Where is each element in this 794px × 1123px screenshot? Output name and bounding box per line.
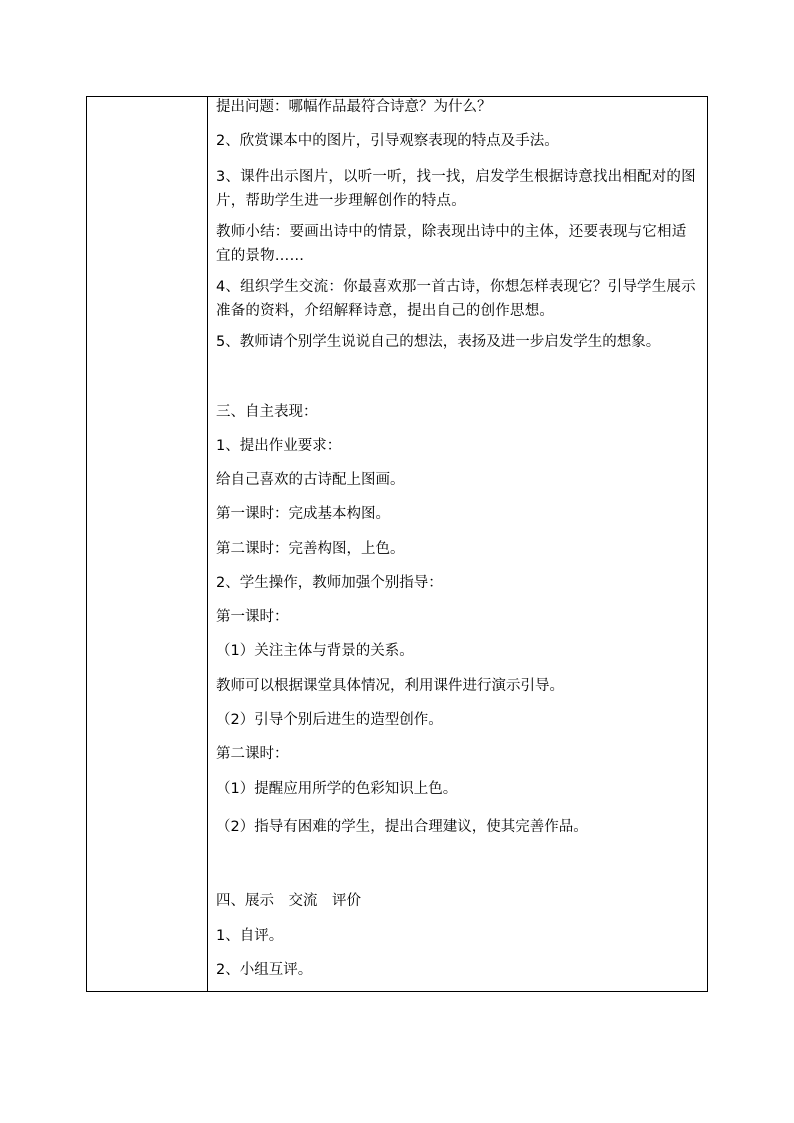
content-line: （2）指导有困难的学生，提出合理建议，使其完善作品。: [216, 819, 588, 835]
content-line: 提出问题：哪幅作品最符合诗意？为什么？: [216, 99, 492, 115]
content-line: （1）关注主体与背景的关系。: [216, 643, 414, 659]
content-line: 5、教师请个别学生说说自己的想法，表扬及进一步启发学生的想象。: [216, 334, 661, 350]
content-line: 三、自主表现：: [216, 404, 318, 420]
table-left-column: [87, 97, 208, 991]
content-line: 3、课件出示图片，以听一听，找一找，启发学生根据诗意找出相配对的图片，帮助学生进一步理解创作的特点。: [216, 169, 696, 209]
content-line: 教师可以根据课堂具体情况，利用课件进行演示引导。: [216, 678, 564, 694]
content-line: 第一课时：完成基本构图。: [216, 506, 390, 522]
content-line: 2、学生操作，教师加强个别指导：: [216, 575, 443, 591]
content-line: 教师小结：要画出诗中的情景，除表现出诗中的主体，还要表现与它相适宜的景物……: [216, 224, 687, 264]
table-content-cell: [208, 97, 707, 991]
content-line: 1、自评。: [216, 928, 284, 944]
content-line: 第二课时：完善构图，上色。: [216, 541, 405, 557]
content-line: 2、小组互评。: [216, 962, 313, 978]
content-line: 四、展示 交流 评价: [216, 893, 361, 909]
content-line: 第二课时：: [216, 746, 289, 762]
content-line: 第一课时：: [216, 609, 289, 625]
content-line: （2）引导个别后进生的造型创作。: [216, 712, 443, 728]
content-line: 4、组织学生交流：你最喜欢那一首古诗，你想怎样表现它？引导学生展示准备的资料，介绍解释诗意，提出自己的创作思想。: [216, 279, 696, 319]
content-line: 2、欣赏课本中的图片，引导观察表现的特点及手法。: [216, 133, 559, 149]
content-line: （1）提醒应用所学的色彩知识上色。: [216, 781, 458, 797]
content-line: 给自己喜欢的古诗配上图画。: [216, 472, 405, 488]
content-line: 1、提出作业要求：: [216, 438, 342, 454]
lesson-table: [86, 96, 708, 992]
